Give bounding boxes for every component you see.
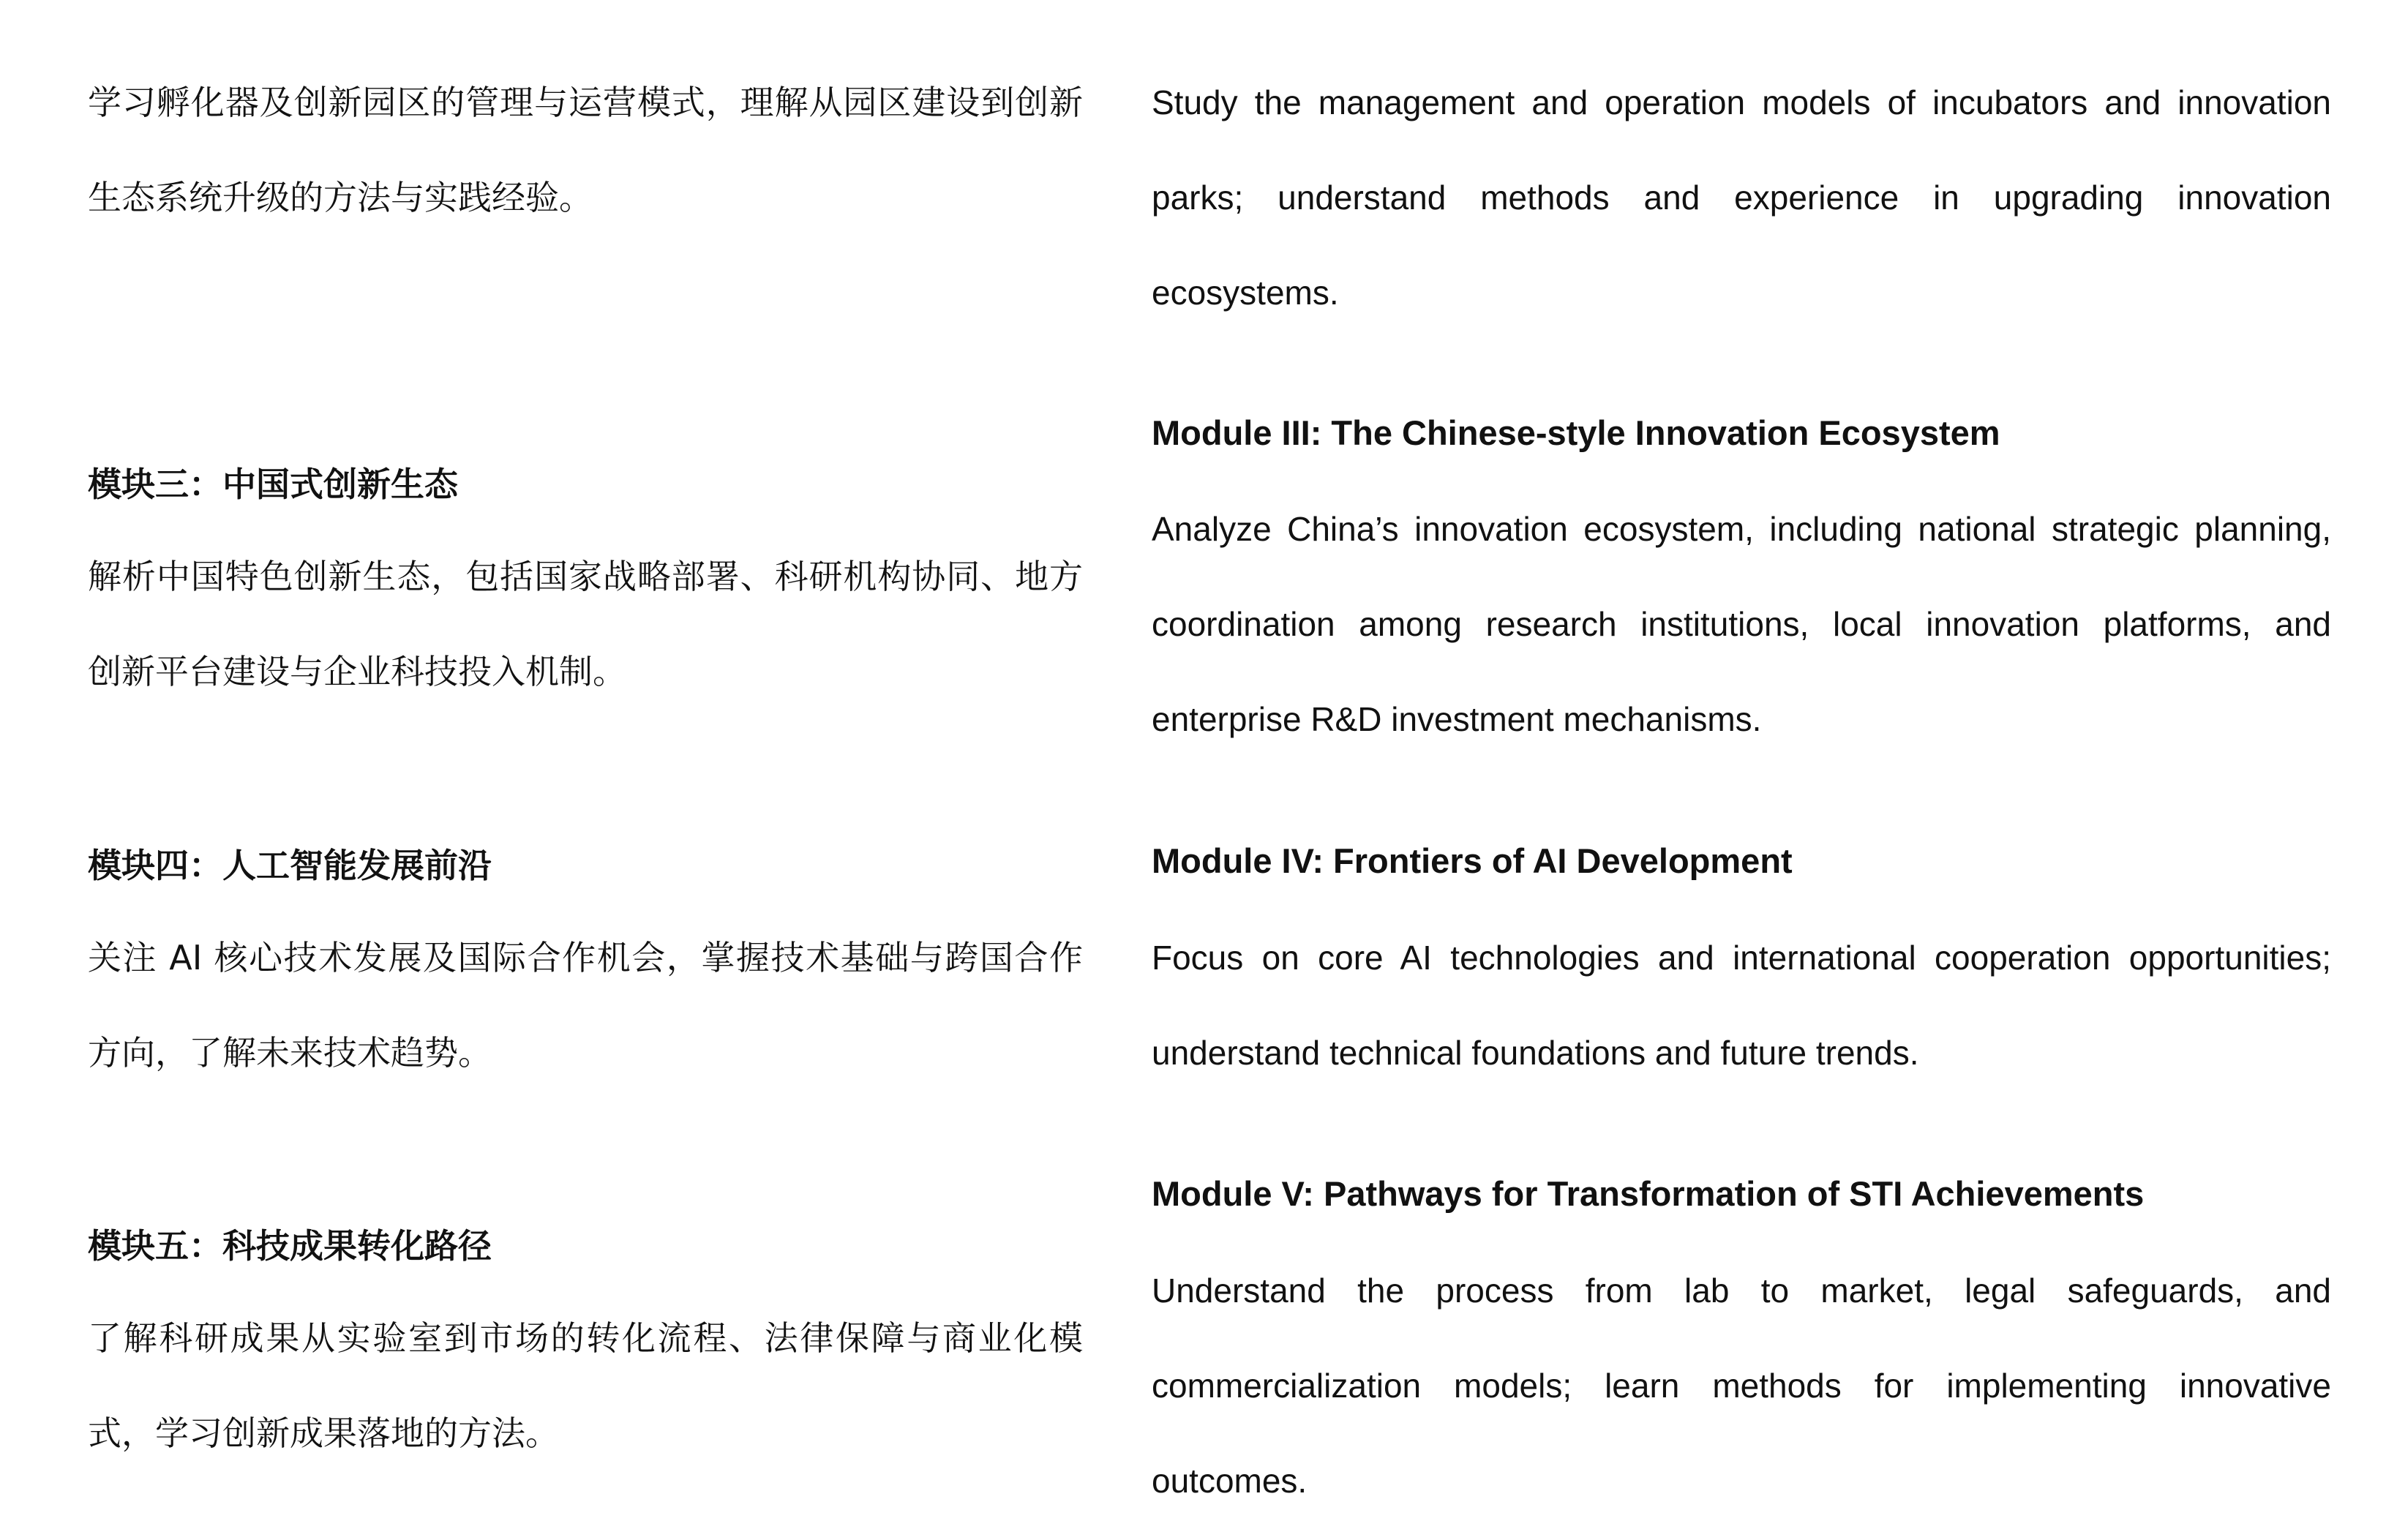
intro-paragraph-en: Study the management and operation models of incubators and innovation parks; understand methods and experience in upgrading innovation ecosystems. [1152, 83, 2331, 312]
module-5-title-zh: 模块五：科技成果转化路径 [88, 1226, 492, 1266]
module-3-title-en: Module III: The Chinese-style Innovation Ecosystem [1152, 413, 2000, 452]
intro-paragraph-zh: 学习孵化器及创新园区的管理与运营模式，理解从园区建设到创新生态系统升级的方法与实践经验。 [88, 83, 1083, 217]
module-5-text-en: Understand the process from lab to market, legal safeguards, and commercialization models; learn methods for implementing innovative outcomes. [1152, 1272, 2331, 1500]
module-4-text-en: Focus on core AI technologies and international cooperation opportunities; understand technical foundations and future trends. [1152, 939, 2331, 1072]
module-5-title-en: Module V: Pathways for Transformation of STI Achievements [1152, 1174, 2145, 1213]
module-3-text-en: Analyze China’s innovation ecosystem, including national strategic planning, coordination among research institutions, local innovation platforms, and enterprise R&D investment mechanisms. [1152, 510, 2331, 738]
module-5-text-zh: 了解科研成果从实验室到市场的转化流程、法律保障与商业化模式，学习创新成果落地的方法。 [88, 1318, 1083, 1453]
module-4-title-zh: 模块四：人工智能发展前沿 [88, 846, 492, 885]
module-3-text-zh: 解析中国特色创新生态，包括国家战略部署、科研机构协同、地方创新平台建设与企业科技投入机制。 [88, 557, 1083, 691]
module-4-text-zh: 关注 AI 核心技术发展及国际合作机会，掌握技术基础与跨国合作方向，了解未来技术趋势。 [88, 938, 1083, 1073]
module-4-title-en: Module IV: Frontiers of AI Development [1152, 841, 1793, 880]
module-3-title-zh: 模块三：中国式创新生态 [88, 465, 458, 504]
